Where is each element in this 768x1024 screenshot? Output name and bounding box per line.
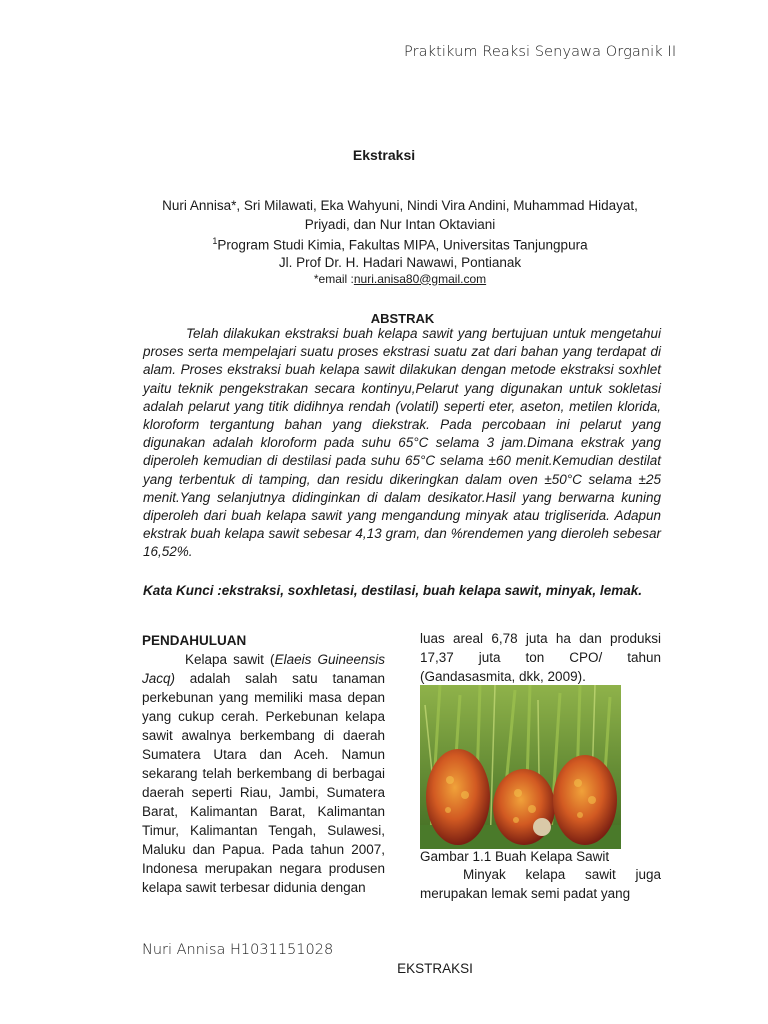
affiliation-text: Program Studi Kimia, Fakultas MIPA, Universitas Tanjungpura [217,237,588,253]
running-header: Praktikum Reaksi Senyawa Organik II [404,44,677,60]
affiliation-address: Jl. Prof Dr. H. Hadari Nawawi, Pontianak [278,254,522,270]
abstract-body: Telah dilakukan ekstraksi buah kelapa sawit yang bertujuan untuk mengetahui proses serta mempelajari suatu proses ekstrasi suatu zat dari bahan yang terdapat di alam. Proses ekstraksi buah kelapa sawit dilakukan dengan metode ekstraksi soxhlet yaitu teknik pengekstrakan secara kontinyu,Pelarut yang digunakan untuk sokletasi adalah pelarut yang titik didihnya rendah (volatil) seperti eter, aseton, metilen klorida, kloroform tergantung bahan yang diekstrak. Pada percobaan ini pelarut yang digunakan adalah kloroform pada suhu 65°C selama 3 jam.Dimana ekstrak yang diperoleh kemudian di destilasi pada suhu 65°C selama ±60 menit.Kemudian destilat yang terbentuk di tamping, dan residu dikeringkan dalam oven ±50°C selama ±25 menit.Yang selanjutnya didinginkan di dalam desikator.Hasil yang berwarna kuning diperoleh dari buah kelapa sawit yang mengandung minyak atau trigliserida. Adapun ekstrak buah kelapa sawit sebesar 4,13 gram, dan %rendemen yang dieroleh sebesar 16,52%. [143,326,661,560]
para-text-start: Kelapa sawit ( [185,652,275,667]
introduction-paragraph [142,650,385,897]
section-heading-pendahuluan: PENDAHULUAN [142,633,247,648]
affiliation-line-1 [140,233,660,254]
introduction-left-column [142,631,385,897]
email-prefix: *email : [313,271,354,286]
email-link[interactable]: nuri.anisa80@gmail.com [353,271,487,286]
footer-section-label: EKSTRAKSI [397,961,473,976]
para-text-rest: adalah salah satu tanaman perkebunan yang memiliki masa depan yang cukup cerah. Perkebunan kelapa sawit awalnya berkembang di daerah Sumatera Utara dan Aceh. Namun sekarang telah berkembang di berbagai daerah seperti Riau, Jambi, Sumatera Barat, Kalimantan Barat, Kalimantan Timur, Kalimantan Tengah, Sulawesi, Maluku dan Papua. Pada tahun 2007, Indonesa merupakan negara produsen kelapa sawit terbesar didunia dengan [142,671,385,895]
species-name: Elaeis Guineensis Jacq) [142,652,386,686]
introduction-right-column-bottom: Minyak kelapa sawit juga merupakan lemak semi padat yang [420,867,661,901]
affiliation-sup: 1 [212,236,218,246]
palm-fruit-photo [420,685,621,849]
affiliation-block [140,233,660,288]
keywords: Kata Kunci :ekstraksi, soxhletasi, destilasi, buah kelapa sawit, minyak, lemak. [143,583,642,598]
abstract-heading: ABSTRAK [370,311,435,326]
introduction-right-column-top: luas areal 6,78 juta ha dan produksi 17,37 juta ton CPO/ tahun (Gandasasmita, dkk, 2009). [420,631,661,684]
author-list: Nuri Annisa*, Sri Milawati, Eka Wahyuni, Nindi Vira Andini, Muhammad Hidayat, Priyadi, dan Nur Intan Oktaviani [162,198,638,232]
footer-author: Nuri Annisa H1031151028 [142,942,334,958]
paper-title: Ekstraksi [352,147,416,163]
email-line [140,271,660,288]
figure-caption: Gambar 1.1 Buah Kelapa Sawit [420,849,610,864]
